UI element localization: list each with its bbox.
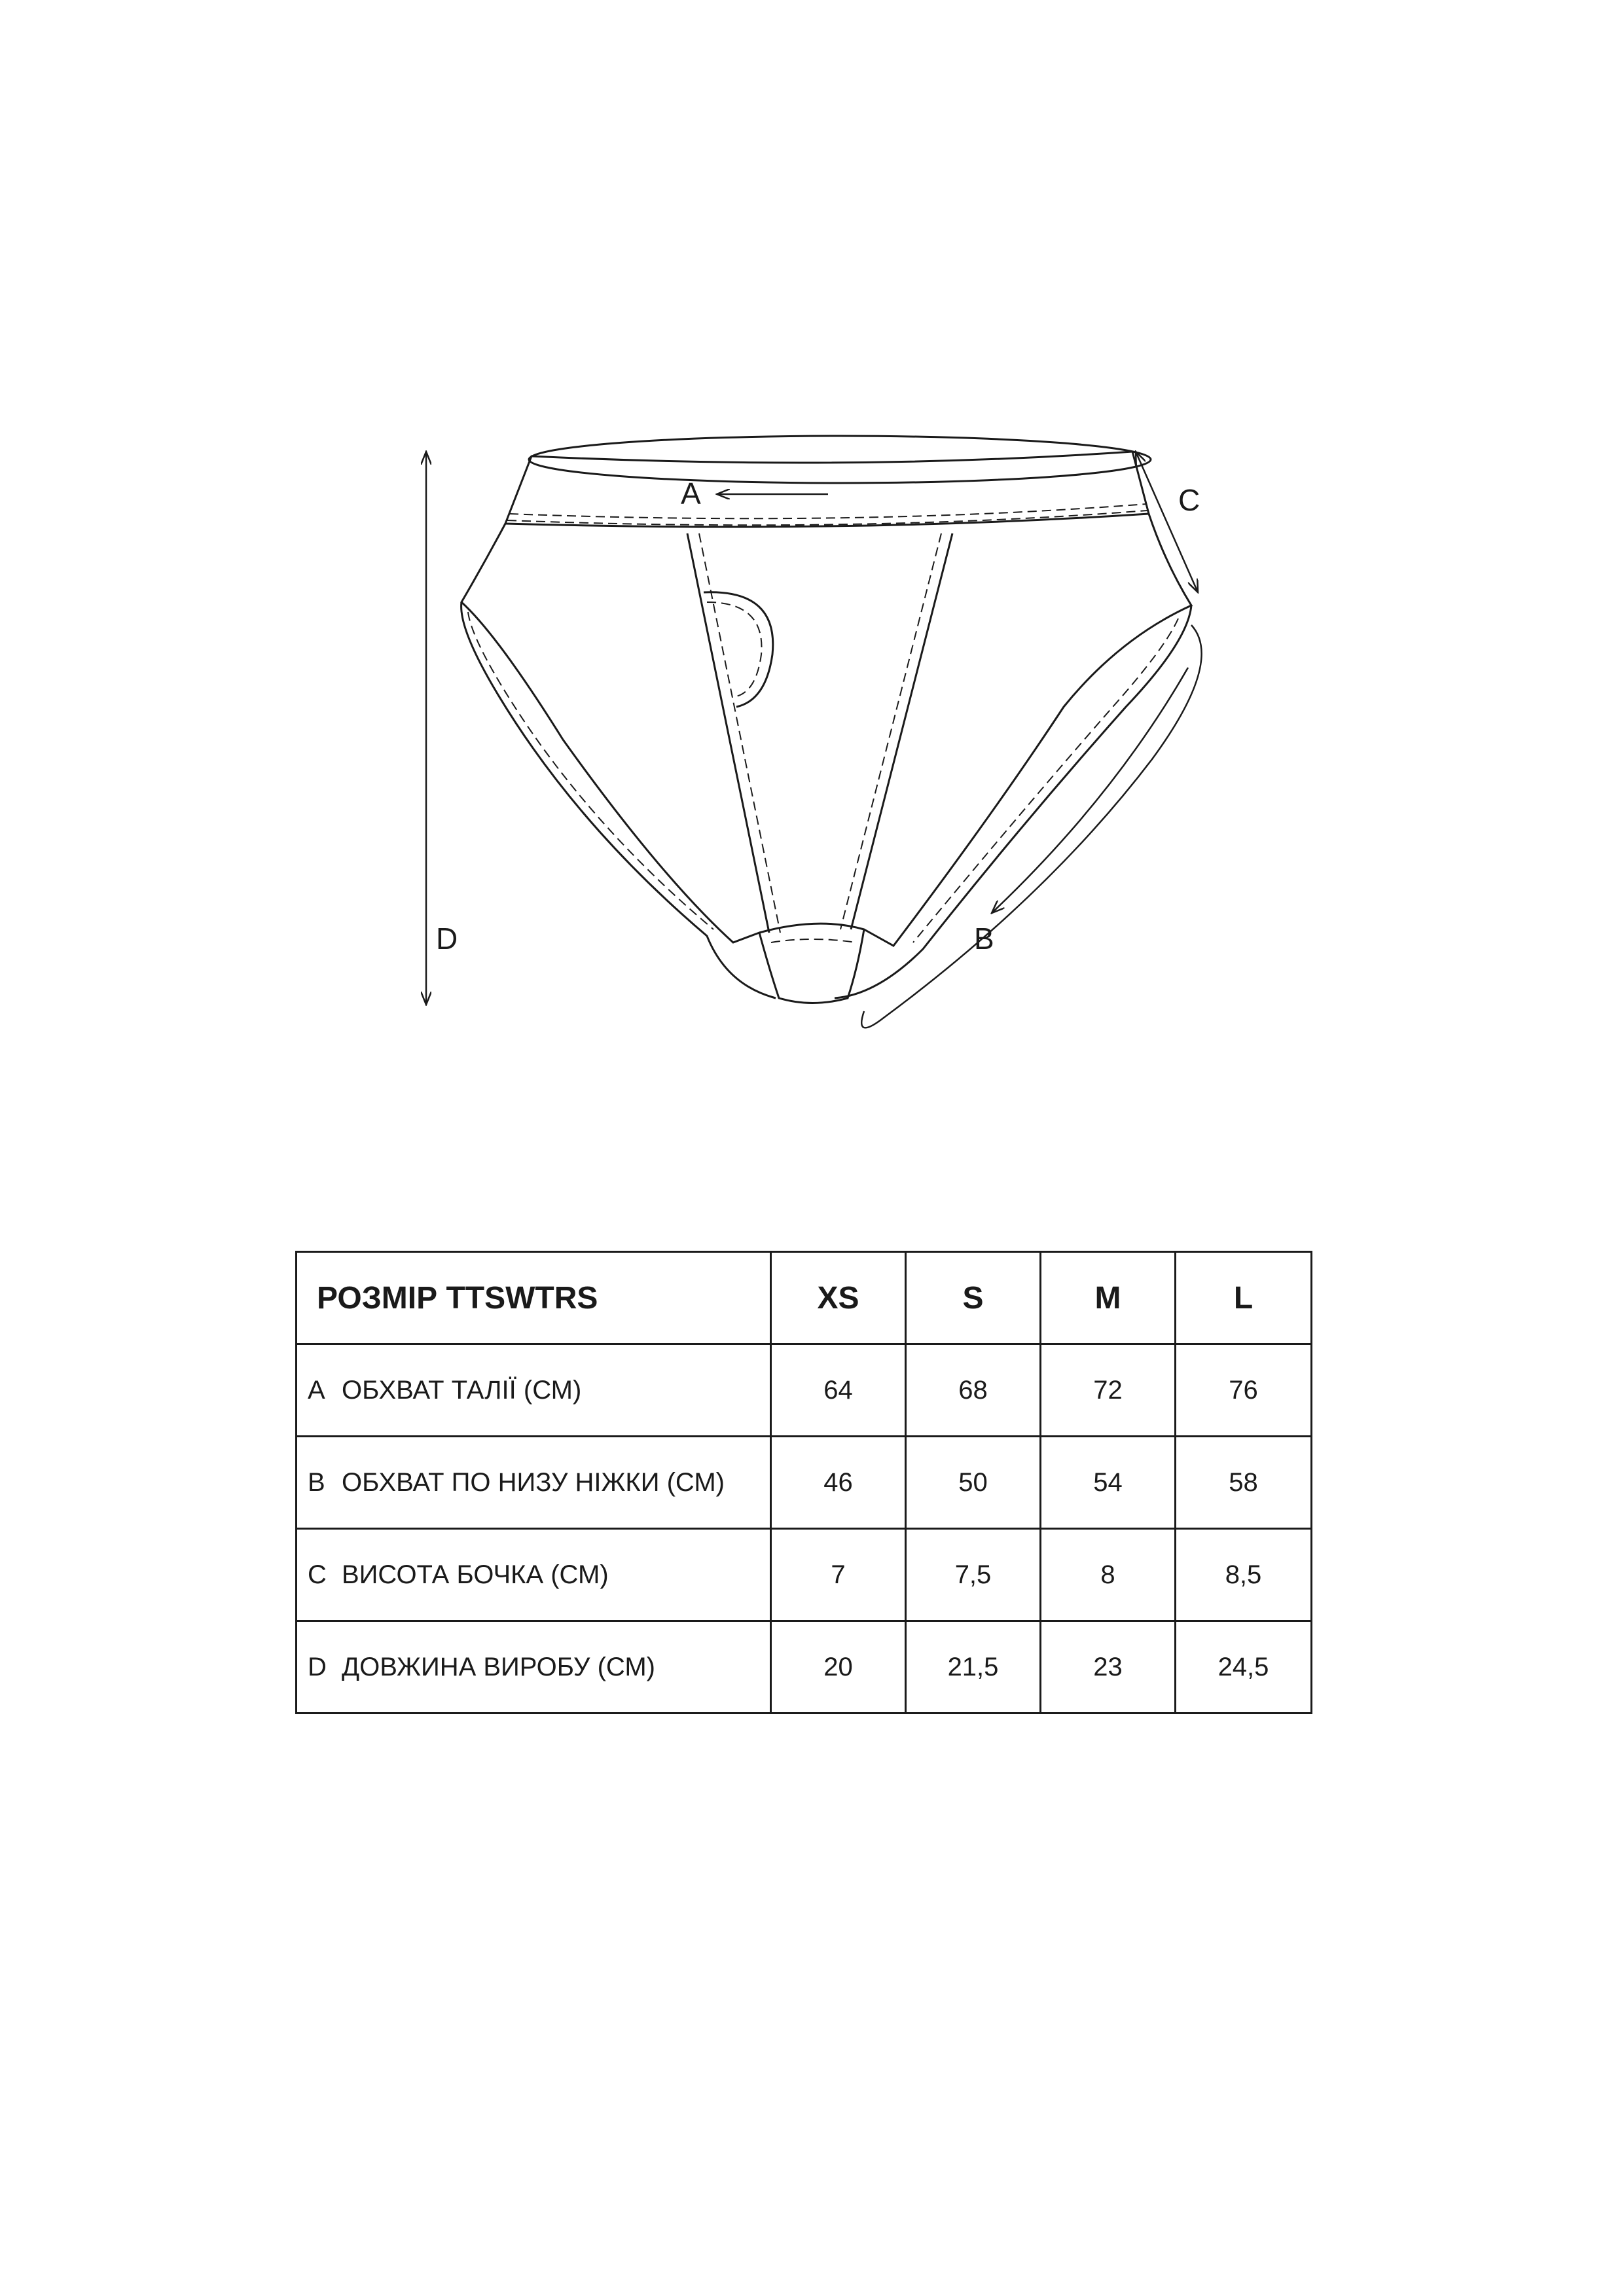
gusset <box>759 929 864 1003</box>
measure-d <box>426 452 458 1005</box>
size-xs: XS <box>771 1252 906 1344</box>
arrow-c-icon <box>1136 452 1198 592</box>
table-cell: 68 <box>906 1344 1041 1437</box>
row-letter: C <box>308 1560 327 1589</box>
table-cell: 7 <box>771 1529 906 1621</box>
briefs-body <box>461 514 1191 946</box>
garment-diagram <box>0 0 1624 1113</box>
table-cell: 54 <box>1041 1437 1176 1529</box>
table-title: РОЗМІР TTSWTRS <box>297 1252 771 1344</box>
table-cell: 20 <box>771 1621 906 1713</box>
row-letter: A <box>308 1375 325 1405</box>
size-table <box>295 1251 1312 1714</box>
measure-c <box>1136 452 1200 592</box>
table-cell: 50 <box>906 1437 1041 1529</box>
table-cell: 7,5 <box>906 1529 1041 1621</box>
row-label <box>297 1437 771 1529</box>
row-label-text: ДОВЖИНА ВИРОБУ (СМ) <box>342 1652 655 1681</box>
table-row <box>297 1529 1312 1621</box>
table-cell: 64 <box>771 1344 906 1437</box>
row-letter: B <box>308 1467 325 1497</box>
label-d: D <box>436 922 458 956</box>
row-label <box>297 1621 771 1713</box>
right-seam <box>851 533 952 929</box>
row-label-text: ВИСОТА БОЧКА (СМ) <box>342 1560 609 1589</box>
label-a: A <box>681 476 701 511</box>
label-c: C <box>1178 483 1200 517</box>
label-b: B <box>974 922 994 956</box>
table-row <box>297 1437 1312 1529</box>
row-label <box>297 1344 771 1437</box>
table-cell: 8,5 <box>1176 1529 1312 1621</box>
table-cell: 21,5 <box>906 1621 1041 1713</box>
table-row <box>297 1621 1312 1713</box>
table-cell: 23 <box>1041 1621 1176 1713</box>
header-row <box>297 1252 1312 1344</box>
row-label <box>297 1529 771 1621</box>
row-letter: D <box>308 1652 327 1681</box>
table-cell: 72 <box>1041 1344 1176 1437</box>
table-row <box>297 1344 1312 1437</box>
row-label-text: ОБХВАТ ТАЛІЇ (СМ) <box>342 1375 582 1405</box>
table-cell: 58 <box>1176 1437 1312 1529</box>
waistband <box>505 452 1149 527</box>
table-cell: 76 <box>1176 1344 1312 1437</box>
size-m: M <box>1041 1252 1176 1344</box>
briefs-drawing <box>461 436 1191 1003</box>
size-s: S <box>906 1252 1041 1344</box>
table-cell: 8 <box>1041 1529 1176 1621</box>
table-cell: 24,5 <box>1176 1621 1312 1713</box>
table-cell: 46 <box>771 1437 906 1529</box>
size-l: L <box>1176 1252 1312 1344</box>
right-leg-opening <box>835 605 1191 998</box>
row-label-text: ОБХВАТ ПО НИЗУ НІЖКИ (СМ) <box>342 1467 725 1497</box>
arrow-b-icon <box>992 668 1188 913</box>
